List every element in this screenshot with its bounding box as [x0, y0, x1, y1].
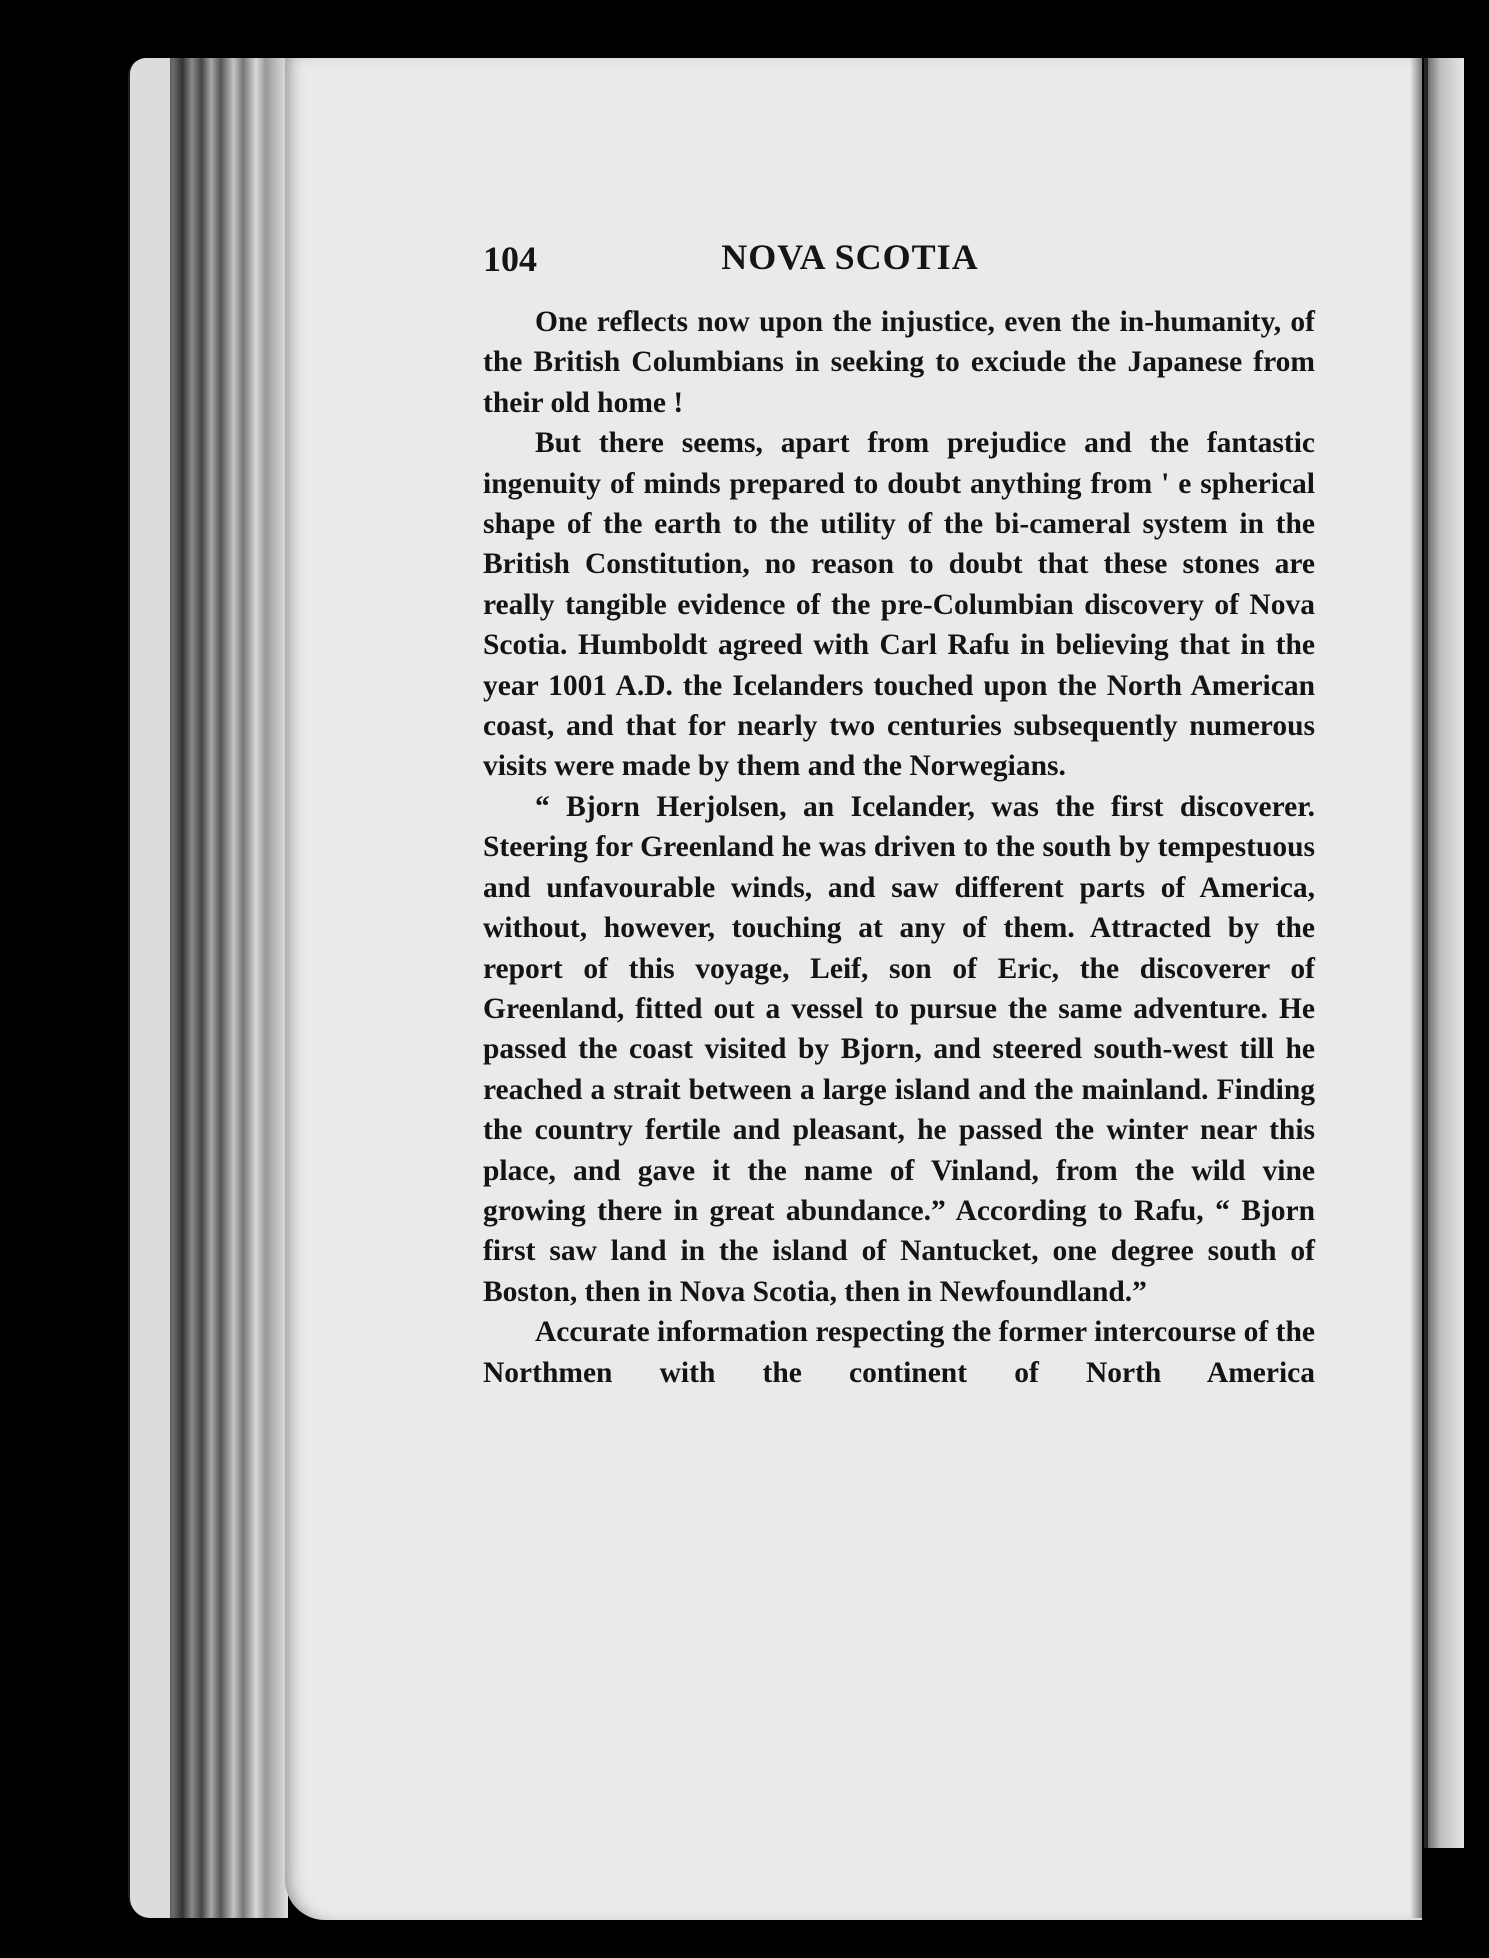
- paragraph: Accurate information respecting the former intercourse of the Northmen with the continent of North America: [483, 1316, 1315, 1389]
- body-text: [483, 302, 1315, 1393]
- left-page-margin: [130, 58, 170, 1918]
- gutter-shadow: [1410, 58, 1428, 1918]
- paragraph: One reflects now upon the injustice, even the in-humanity, of the British Columbians in seeking to exciude the Japanese from their old home !: [483, 306, 1315, 419]
- running-head: NOVA SCOTIA: [721, 237, 979, 277]
- page-number: 104: [483, 239, 537, 279]
- paragraph: But there seems, apart from prejudice and the fantastic ingenuity of minds prepared to doubt anything from ' e spherical shape of the earth to the utility of the bi-cameral system in the British Constitution, no reason to doubt that these stones are really tangible evidence of the pre-Columbian discovery of Nova Scotia. Humboldt agreed with Carl Rafu in believing that in the year 1001 A.D. the Icelanders touched upon the North American coast, and that for nearly two centuries subsequently numerous visits were made by them and the Norwegians.: [483, 427, 1315, 783]
- paragraph: “ Bjorn Herjolsen, an Icelander, was the first discoverer. Steering for Greenland he was driven to the south by tempestuous and unfavourable winds, and saw different parts of America, without, however, touching at any of them. Attracted by the report of this voyage, Leif, son of Eric, the discoverer of Greenland, fitted out a vessel to pursue the same adventure. He passed the coast visited by Bjorn, and steered south-west till he reached a strait between a large island and the mainland. Finding the country fertile and pleasant, he passed the winter near this place, and gave it the name of Vinland, from the wild vine growing there in great abundance.” According to Rafu, “ Bjorn first saw land in the island of Nantucket, one degree south of Boston, then in Nova Scotia, then in Newfoundland.”: [483, 790, 1315, 1308]
- facing-page-edge: [1424, 58, 1464, 1848]
